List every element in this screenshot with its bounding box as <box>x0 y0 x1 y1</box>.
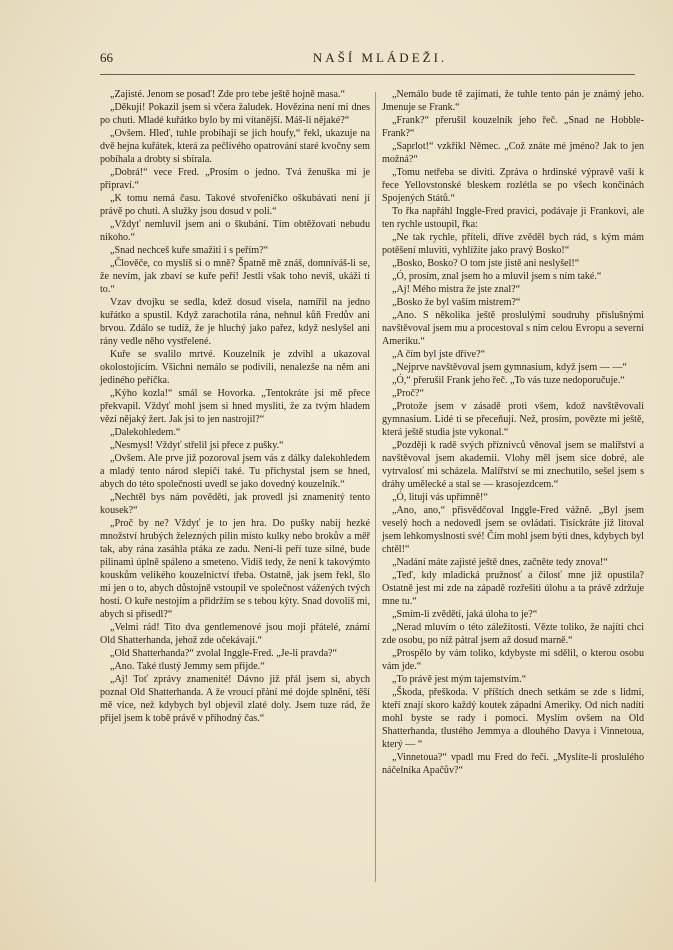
paragraph: „To právě jest mým tajemstvím.“ <box>392 674 527 685</box>
paragraph: „Vinnetoua?“ vpadl mu Fred do řeči. „Myslíte-li proslulého náčelníka Apačův?“ <box>382 752 644 776</box>
running-head: NAŠÍ MLÁDEŽI. <box>312 50 448 65</box>
paragraph: „Ovšem. Hleď, tuhle probíhají se jich houfy,“ řekl, ukazuje na dvě hejna kuřátek, která za pečlivého opatrování staré kvočny sem pobíhala a drobty si sbírala. <box>100 128 370 165</box>
paragraph: „Nadání máte zajisté ještě dnes, začněte tedy znova!“ <box>392 557 608 568</box>
paragraph: „Smím-li zvěděti, jaká úloha to je?“ <box>392 609 538 620</box>
page-header <box>100 50 635 70</box>
paragraph: „Člověče, co myslíš si o mně? Špatně mě znáš, domníváš-li se, že nevím, jak zbaví se kuře peří! Jestli však toho nevíš, ukáži ti to.“ <box>100 258 370 295</box>
header-rule <box>100 74 635 75</box>
paragraph: „Nejprve navštěvoval jsem gymnasium, když jsem — —“ <box>392 362 627 373</box>
paragraph: „Ano. Také tlustý Jemmy sem přijde.“ <box>110 661 265 672</box>
column-divider <box>375 92 376 882</box>
paragraph: „Saprlot!“ vzkřikl Němec. „Což znáte mé jméno? Jak to jen možná?“ <box>382 141 644 165</box>
paragraph: „Teď, kdy mladická pružnosť a čilosť mne již opustila? Ostatně jest mi zde na západě rozřešiti úlohu a ta právě zdržuje mne tu.“ <box>382 570 644 607</box>
paragraph: „Kýho kozla!“ smál se Hovorka. „Tentokráte jsi mě přece překvapil. Vždyť mohl jsem si hned mysliti, že za tvým hladem vězí nějaký žert. Jak jsi to jen nastrojil?“ <box>100 388 370 425</box>
paragraph: „Protože jsem v zásadě proti všem, kdož navštěvovali gymnasium. Lidé ti se přeceňují. Než, prosím, povězte mi ještě, která ještě studia jste vykonal.“ <box>382 401 644 438</box>
paragraph: „Aj! Toť zprávy znamenité! Dávno již přál jsem si, abych poznal Old Shatterhanda. A že vroucí přání mé dojde splnění, těší mě více, než kdybych byl objevil zlaté doly. Jsem tuze rád, že přijel jsem k tobě právě v příhodný čas.“ <box>100 674 370 724</box>
paragraph: „Nechtěl bys nám pověděti, jak provedl jsi znamenitý tento kousek?“ <box>100 492 370 516</box>
paragraph: „Ó, prosím, znal jsem ho a mluvil jsem s ním také.“ <box>392 271 602 282</box>
paragraph: „Zajisté. Jenom se posaď! Zde pro tebe ještě hojně masa.“ <box>110 89 345 100</box>
paragraph: „Ovšem. Ale prve již pozoroval jsem vás z dálky dalekohledem a mladý tento národ slepičí také. Tu přichystal jsem se hned, abych do této společnosti uvedl se jako dovedný kouzelník.“ <box>100 453 370 490</box>
paragraph: „Bosko že byl vaším mistrem?“ <box>392 297 521 308</box>
page-number: 66 <box>100 50 113 65</box>
paragraph: „Nemálo bude tě zajímati, že tuhle tento pán je známý jeho. Jmenuje se Frank.“ <box>382 89 644 113</box>
paragraph: „A čím byl jste dříve?“ <box>392 349 486 360</box>
paragraph: „Nerad mluvím o této záležitosti. Vězte toliko, že najíti chci zde osobu, po níž pátral jsem až dosud marně.“ <box>382 622 644 646</box>
paragraph: Vzav dvojku se sedla, kdež dosud visela, namířil na jedno kuřátko a spustil. Když zarachotila rána, nehnul kůň Fredův ani brvou. Zdálo se tudíž, že je hluchý jako pařez, když neslyšel ani rány vedle něho vystřelené. <box>100 297 370 347</box>
paragraph: „Ano, ano,“ přisvědčoval Inggle-Fred vážně. „Byl jsem veselý hoch a nedovedl jsem se ovládati. Tisíckráte již litoval jsem lehkomyslnosti své! Čím mohl jsem býti dnes, kdybych byl chtěl!“ <box>382 505 644 555</box>
paragraph: „Dalekohledem.“ <box>110 427 181 438</box>
paragraph: „Dobrá!“ vece Fred. „Prosím o jedno. Tvá ženuška mi je připraví.“ <box>100 167 370 191</box>
paragraph: „Vždyť nemluvil jsem ani o škubání. Tím obtěžovati nebudu nikoho.“ <box>100 219 370 243</box>
paragraph: „Ó, lituji vás upřímně!“ <box>392 492 488 503</box>
paragraph: „Později k radě svých příznivců věnoval jsem se malířství a navštěvoval jsem akademii. Vlohy měl jsem sice dobré, ale vytrvalosť mi scházela. Malířství se mi znechutilo, sešel jsem s dráhy umělecké a stal se — krasojezdcem.“ <box>382 440 644 490</box>
paragraph: „Proč by ne? Vždyť je to jen hra. Do pušky nabij hezké množství hrubých železných pilin místo kulky nebo brokův a měř tak, aby rána zasáhla ptáka ze zadu. Není-li peří tuze silné, bude pilinami úplně spáleno a smeteno. Vidíš tedy, že není k takovýmto kouskům velikého kouzelnictví třeba. Ostatně, jak jsem řekl, šlo mi jen o to, abych důstojně vstoupil ve společnost vážených tvých hostí. O kuře nestojím a přidržím se s tebou kýty. Snad dovolíš mi, abych si přisedl?“ <box>100 518 370 620</box>
paragraph: „Nesmysl! Vždyť střelil jsi přece z pušky.“ <box>110 440 284 451</box>
paragraph: „K tomu nemá času. Takové stvořeníčko oškubávati není jí právě po chuti. A služky jsou dosud v poli.“ <box>100 193 370 217</box>
paragraph: „Aj! Mého mistra že jste znal?“ <box>392 284 521 295</box>
paragraph: „Velmi rád! Tito dva gentlemenové jsou moji přátelé, známí Old Shatterhanda, jehož zde očekávají.“ <box>100 622 370 646</box>
paragraph: „Ó,“ přerušil Frank jeho řeč. „To vás tuze nedoporučuje.“ <box>392 375 625 386</box>
paragraph: „Frank?“ přerušil kouzelník jeho řeč. „Snad ne Hobble-Frank?“ <box>382 115 644 139</box>
paragraph: „Škoda, přeškoda. V příštích dnech setkám se zde s lidmi, kteří znají skoro každý koutek západní Ameriky. Od nich nadíti mohl byste se rady i pomoci. Myslím ovšem na Old Shatterhanda, tlustého Jemmya a dlouhého Davya i Vinnetoua, který — “ <box>382 687 644 750</box>
paragraph: „Bosko, Bosko? O tom jste jistě ani neslyšel!“ <box>392 258 580 269</box>
left-column <box>100 88 370 725</box>
paragraph: „Děkuji! Pokazil jsem si včera žaludek. Hovězina není mi dnes po chuti. Mladé kuřátko bylo by mi vítanější. Máš-li nějaké?“ <box>100 102 370 126</box>
paragraph: „Tomu netřeba se diviti. Zpráva o hrdinské výpravě vaší k řece Yellovstonské bleskem rozlétla se po všech končinách Spojených Států.“ <box>382 167 644 204</box>
paragraph: „Ano. S několika ještě proslulými soudruhy příslušnými navštěvoval jsem mu a procestoval s ním celou Evropu a severní Ameriku.“ <box>382 310 644 347</box>
paragraph: „Snad nechceš kuře smažiti i s peřím?“ <box>110 245 269 256</box>
paragraph: „Ne tak rychle, příteli, dříve zvěděl bych rád, s kým mám potěšení mluviti, vyhlížíte jako pravý Bosko!“ <box>382 232 644 256</box>
paragraph: „Prospělo by vám toliko, kdybyste mi sdělil, o kterou osobu vám jde.“ <box>382 648 644 672</box>
paragraph: To řka napřáhl Inggle-Fred pravici, podávaje ji Frankovi, ale ten rychle ustoupil, řka: <box>382 206 644 230</box>
paragraph: „Proč?“ <box>392 388 424 399</box>
paragraph: „Old Shatterhanda?“ zvolal Inggle-Fred. „Je-li pravda?“ <box>110 648 338 659</box>
paragraph: Kuře se svalilo mrtvé. Kouzelník je zdvihl a ukazoval okolostojícím. Všichni nemálo se podivili, nenalezše na něm ani jediného peříčka. <box>100 349 370 386</box>
right-column <box>382 88 644 777</box>
